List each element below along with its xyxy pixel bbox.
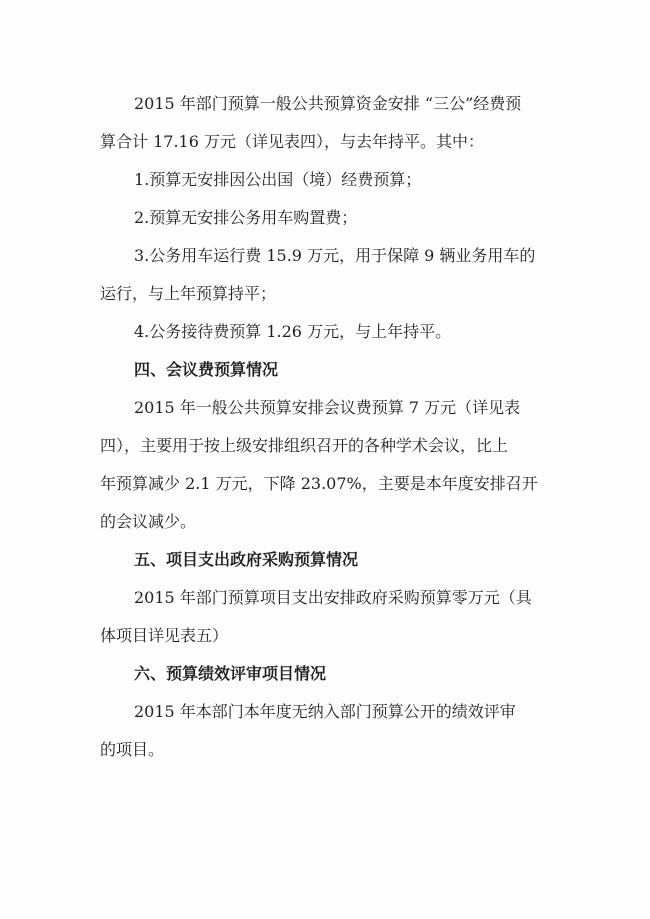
section-procurement (100, 548, 580, 648)
text-line: 2.预算无安排公务用车购置费； (134, 208, 358, 227)
text-line: 运行，与上年预算持平； (100, 284, 277, 303)
section-meeting-fees (100, 358, 580, 534)
text-line: 2015 年部门预算一般公共预算资金安排 “三公”经费预 (134, 94, 522, 113)
text-line: 算合计 17.16 万元（详见表四），与去年持平。其中： (100, 132, 484, 151)
paragraph-item-2 (100, 206, 580, 230)
text-line: 4.公务接待费预算 1.26 万元，与上年持平。 (134, 322, 452, 341)
section-heading: 四、会议费预算情况 (134, 360, 279, 379)
text-line: 2015 年本部门本年度无纳入部门预算公开的绩效评审 (134, 702, 516, 721)
section-heading: 五、项目支出政府采购预算情况 (134, 550, 359, 569)
text-line: 四），主要用于按上级安排组织召开的各种学术会议，比上 (100, 436, 509, 455)
section-heading: 六、预算绩效评审项目情况 (134, 664, 327, 683)
text-line: 体项目详见表五） (100, 626, 229, 645)
document-body (100, 92, 580, 776)
paragraph-item-4 (100, 320, 580, 344)
paragraph-item-1 (100, 168, 580, 192)
text-line: 1.预算无安排因公出国（境）经费预算； (134, 170, 422, 189)
text-line: 年预算减少 2.1 万元，下降 23.07%，主要是本年度安排召开 (100, 474, 538, 493)
text-line: 的项目。 (100, 740, 165, 759)
section-performance-review (100, 662, 580, 762)
paragraph-three-public-summary (100, 92, 580, 154)
paragraph-item-3 (100, 244, 580, 306)
text-line: 2015 年一般公共预算安排会议费预算 7 万元（详见表 (134, 398, 521, 417)
text-line: 的会议减少。 (100, 512, 197, 531)
text-line: 3.公务用车运行费 15.9 万元，用于保障 9 辆业务用车的 (134, 246, 536, 265)
text-line: 2015 年部门预算项目支出安排政府采购预算零万元（具 (134, 588, 532, 607)
